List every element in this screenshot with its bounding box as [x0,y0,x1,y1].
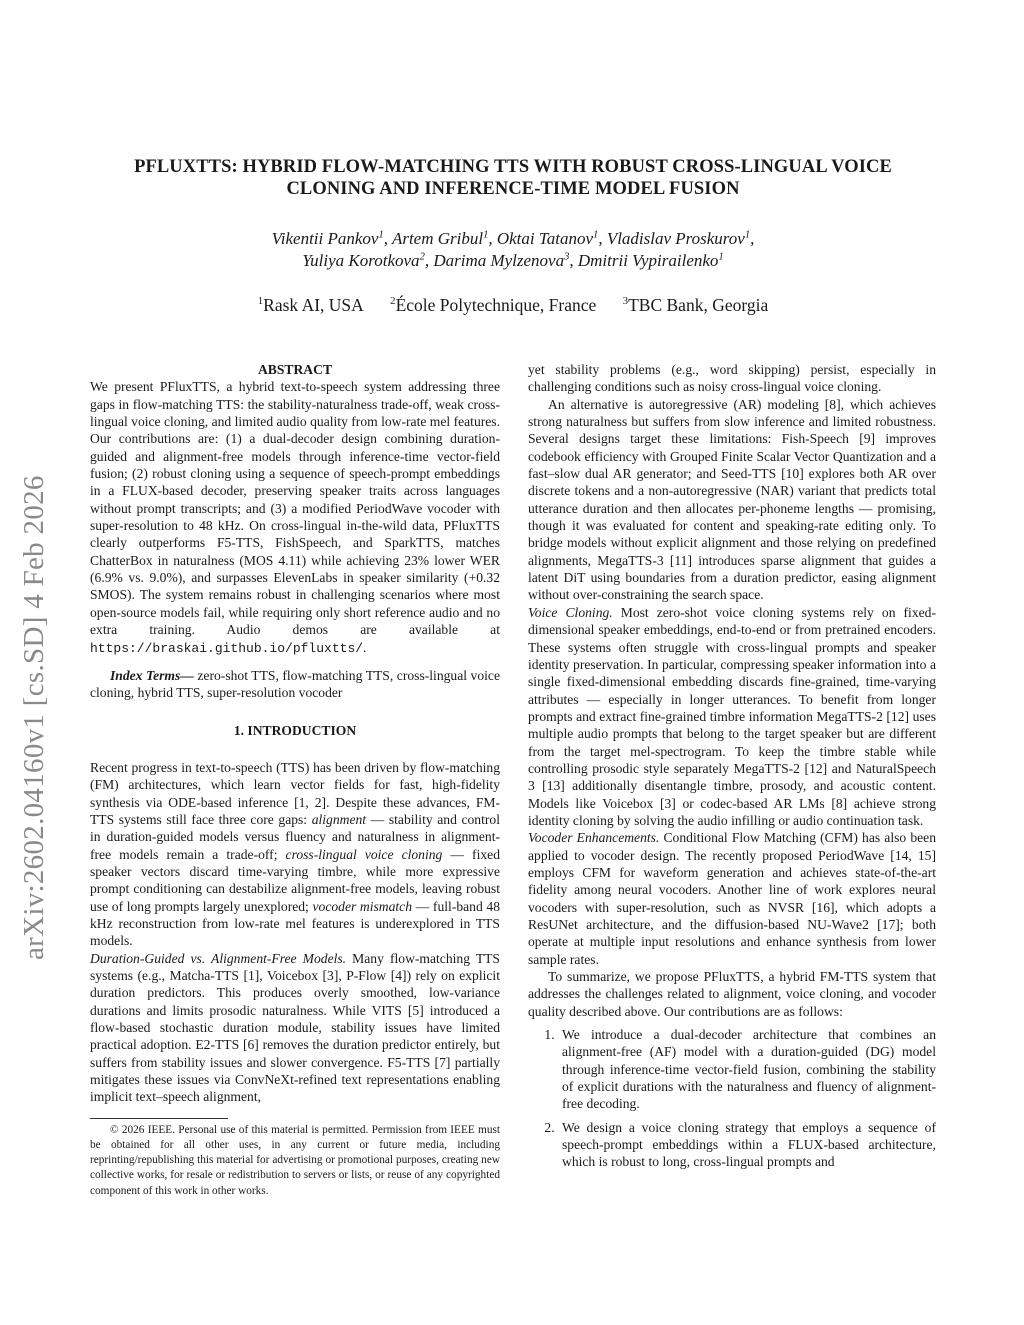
author: Oktai Tatanov$^1$ [496,229,599,248]
intro-paragraph-continued: yet stability problems (e.g., word skipping) persist, especially in challenging conditions such as noisy cross-lingual voice cloning. [528,362,936,395]
abstract-heading: ABSTRACT [257,362,333,377]
text-run: — full-band 48 kHz reconstruction from low-rate mel features is underexplored in TTS models. [90,898,500,949]
author: Artem Gribul$^1$ [391,229,489,248]
author-line-1: Vikentii Pankov$^1$, Artem Gribul$^1$, Oktai Tatanov$^1$, Vladislav Proskurov$^1$, [271,229,755,248]
author: Vikentii Pankov$^1$ [271,229,384,248]
copyright-footnote: © 2026 IEEE. Personal use of this material is permitted. Permission from IEEE must be obtained for all other uses, in any current or future media, including reprinting/republishing this material for advertising or promotional purposes, creating new collective works, for resale or redistribution to servers or lists, or reuse of any copyrighted component of this work in other works. [90,1123,500,1197]
title-line-2: CLONING AND INFERENCE-TIME MODEL FUSION [286,179,740,199]
paper-title [90,156,936,200]
affiliation: $^2$École Polytechnique, France [390,295,597,315]
emphasized-term: vocoder mismatch [312,898,413,914]
author: Yuliya Korotkova$^2$ [302,251,425,270]
emphasized-term: cross-lingual voice cloning [285,846,443,862]
intro-paragraph-vocoder: Vocoder Enhancements. Conditional Flow Matching (CFM) has also been applied to vocoder design. The recently proposed PeriodWave [14, 15] employs CFM for waveform generation and achieves state-of-the-art fidelity among neural vocoders. Another line of work explores neural vocoders with super-resolution, such as NVSR [16], which adopts a ResUNet architecture, and the diffusion-based NU-Wave2 [17]; both operate at multiple input resolutions and enhance synthesis from lower sample rates. [528,830,936,967]
author: Vladislav Proskurov$^1$ [606,229,751,248]
intro-paragraph-summary: To summarize, we propose PFluxTTS, a hybrid FM-TTS system that addresses the challenges related to alignment, voice cloning, and vocoder quality described above. Our contributions are as follows: [528,969,936,1019]
affiliation: $^1$Rask AI, USA [257,295,364,315]
footnote-rule [90,1118,228,1119]
abstract-text: We present PFluxTTS, a hybrid text-to-speech system addressing three gaps in flow-matching TTS: the stability-naturalness trade-off, weak cross-lingual voice cloning, and limited audio quality from low-rate mel features. Our contributions are: (1) a dual-decoder design combining duration-guided and alignment-free models through inference-time vector-field fusion; (2) robust cloning using a sequence of speech-prompt embeddings in a FLUX-based decoder, preserving speaker traits across languages without prompt transcripts; and (3) a modified PeriodWave vocoder with super-resolution to 48 kHz. On cross-lingual in-the-wild data, PFluxTTS clearly outperforms F5-TTS, FishSpeech, and SparkTTS, matches ChatterBox in naturalness (MOS 4.11) while achieving 23% lower WER (6.9% vs. 9.0%), and surpasses ElevenLabs in speaker similarity (+0.32 SMOS). The system remains robust in challenging scenarios where most open-source models fail, while requiring only short reference audio and no extra training. Audio demos are available at https://braskai.github.io/pfluxtts/. [90,379,500,656]
arxiv-identifier-stamp: arXiv:2602.04160v1 [cs.SD] 4 Feb 2026 [18,475,50,960]
intro-paragraph-1 [90,759,500,950]
left-column [90,361,500,1199]
title-line-1: PFLUXTTS: HYBRID FLOW-MATCHING TTS WITH ROBUST CROSS-LINGUAL VOICE [134,157,892,177]
affiliations [90,295,936,316]
intro-paragraph-duration: Duration-Guided vs. Alignment-Free Models. Many flow-matching TTS systems (e.g., Matcha-TTS [1], Voicebox [3], P-Flow [4]) rely on explicit duration predictors. This produces overly smoothed, low-variance durations and limits prosodic naturalness. While VITS [5] introduced a flow-based stochastic duration module, stability issues have limited practical adoption. E2-TTS [6] removes the duration predictor entirely, but suffers from stability issues and slower convergence. F5-TTS [7] partially mitigates these issues via ConvNeXt-refined text representations enabling implicit text–speech alignment, [90,950,500,1105]
contributions-list [528,1026,936,1171]
author: Dmitrii Vypirailenko$^1$ [577,251,724,270]
text-run: — stability and control in duration-guided models versus fluency and naturalness in alignment-free models remain a trade-off; [90,811,500,862]
affiliation: $^3$TBC Bank, Georgia [622,295,769,315]
list-item: 2. We design a voice cloning strategy that employs a sequence of speech-prompt embeddings within a FLUX-based architecture, which is robust to long, cross-lingual prompts and [558,1119,936,1171]
text-run: — fixed speaker vectors discard time-varying timbre, while more expressive prompt conditioning can destabilize alignment-free models, leaving robust use of long prompts largely unexplored; [90,846,500,914]
demo-link[interactable]: https://braskai.github.io/pfluxtts/ [90,640,364,656]
right-column [528,361,936,1177]
index-terms: Index Terms— zero-shot TTS, flow-matching TTS, cross-lingual voice cloning, hybrid TTS, super-resolution vocoder [90,667,500,701]
intro-paragraph-ar: An alternative is autoregressive (AR) modeling [8], which achieves strong naturalness but suffers from slow inference and limited robustness. Several designs target these limitations: Fish-Speech [9] improves codebook efficiency with Grouped Finite Scalar Vector Quantization and a fast–slow dual AR generator; and Seed-TTS [10] explores both AR over discrete tokens and a non-autoregressive (NAR) variant that predicts total utterance duration and then allocates per-phoneme lengths — promising, though it was evaluated for content and speaking-rate editing only. To bridge models without explicit alignment and those relying on predefined alignments, MegaTTS-3 [11] introduces sparse alignment that guides a latent DiT using boundaries from a duration predictor, easing alignment without over-constraining the search space. [528,396,936,603]
section-heading-introduction: 1. INTRODUCTION [233,722,357,738]
emphasized-term: alignment [311,811,367,827]
author-list [90,228,936,272]
author: Darima Mylzenova$^3$ [433,251,570,270]
intro-paragraph-voice-cloning: Voice Cloning. Most zero-shot voice cloning systems rely on fixed-dimensional speaker embeddings, end-to-end or from pretrained encoders. These systems often struggle with cross-lingual prompts and speaker identity preservation. In particular, compressing speaker information into a single fixed-dimensional embedding discards fine-grained, time-varying attributes — especially in longer utterances. To benefit from longer prompts and extract fine-grained timbre information MegaTTS-2 [12] uses multiple audio prompts that belong to the target speaker but are different from the target mel-spectrogram. To keep the timbre stable while controlling prosodic style separately MegaTTS-2 [12] and NaturalSpeech 3 [13] additionally disentangle timbre, prosody, and acoustic content. Models like Voicebox [3] or codec-based AR LMs [8] achieve strong identity cloning by solving the audio infilling or audio continuation task. [528,604,936,828]
author-line-2: Yuliya Korotkova$^2$, Darima Mylzenova$^3$, Dmitrii Vypirailenko$^1$ [302,251,724,270]
text-run: Recent progress in text-to-speech (TTS) has been driven by flow-matching (FM) architectures, which learn vector fields for fast, high-fidelity synthesis via ODE-based inference [1, 2]. Despite these advances, FM-TTS systems still face three core gaps: [90,759,500,827]
list-item: 1. We introduce a dual-decoder architecture that combines an alignment-free (AF) model with a duration-guided (DG) model through inference-time vector-field fusion, combining the stability of explicit durations with the naturalness and fluency of alignment-free decoding. [558,1026,936,1113]
